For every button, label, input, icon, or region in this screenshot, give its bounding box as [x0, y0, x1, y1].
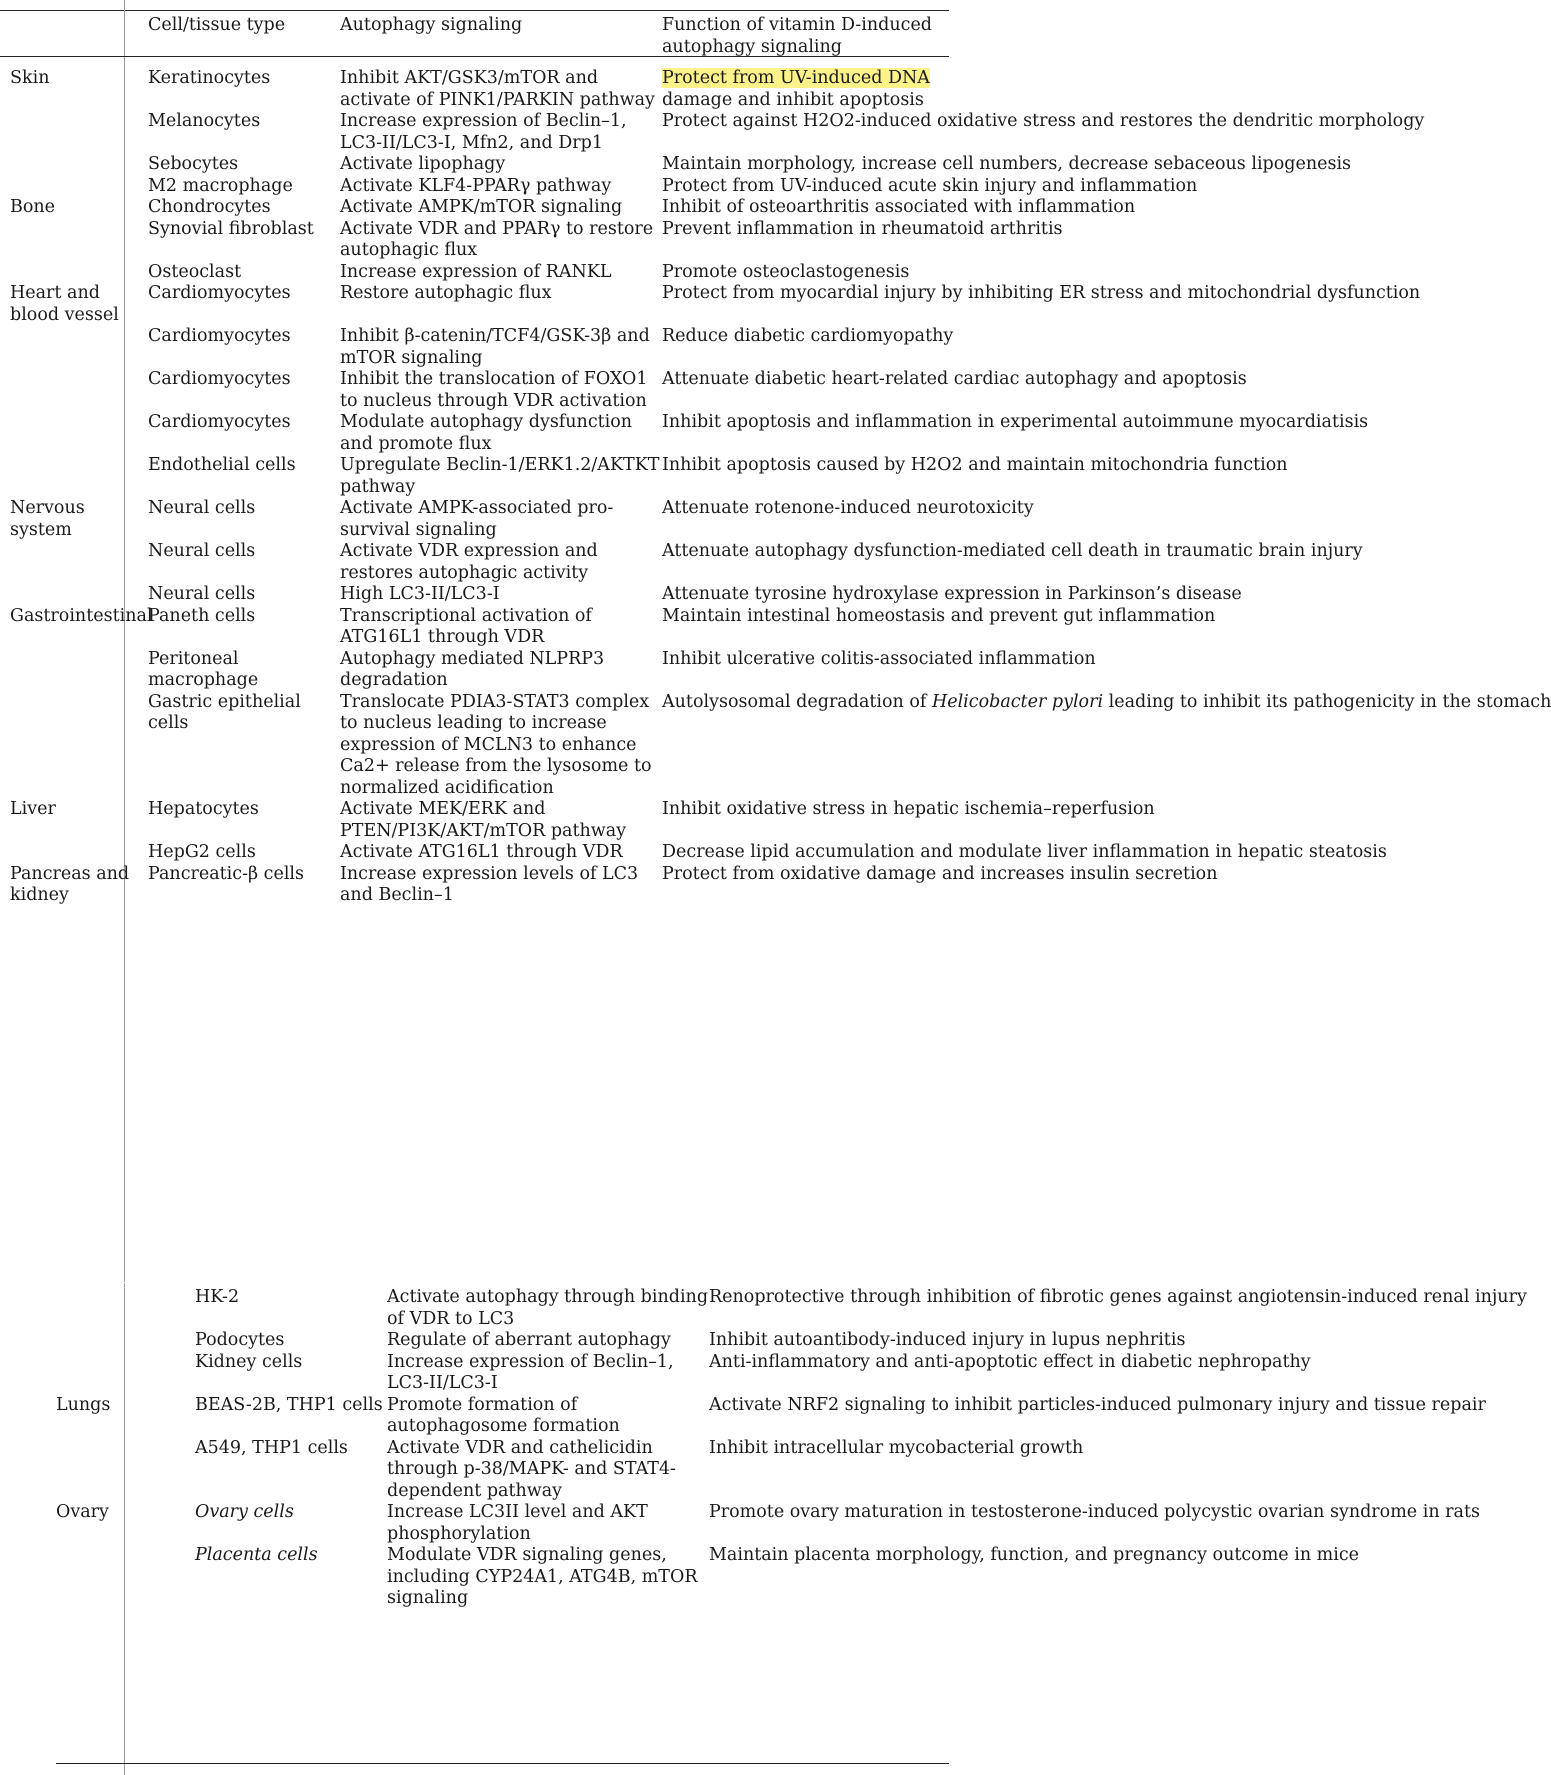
signaling-text: Activate lipophagy: [340, 154, 506, 174]
function-text: Activate NRF2 signaling to inhibit particles-induced pulmonary injury and tissue repair: [709, 1394, 1486, 1415]
table-row: [10, 197, 949, 219]
table-row: [56, 1545, 949, 1610]
table-row: [10, 176, 949, 198]
cell-type: Ovary cells: [195, 1502, 294, 1522]
header-function: Function of vitamin D-induced autophagy signaling: [662, 15, 933, 57]
function-text: Inhibit autoantibody-induced injury in lupus nephritis: [709, 1330, 1186, 1350]
cell-type: Placenta cells: [195, 1545, 318, 1565]
cell-type: Gastric epithelial cells: [148, 691, 301, 733]
cell-type: Neural cells: [148, 584, 256, 604]
cell-type: BEAS-2B, THP1 cells: [195, 1394, 383, 1415]
cell-type: Chondrocytes: [148, 197, 271, 217]
cell-type: Keratinocytes: [148, 68, 271, 88]
function-text: Inhibit ulcerative colitis-associated inflammation: [662, 648, 1096, 669]
signaling-text: Activate ATG16L1 through VDR: [340, 842, 623, 862]
function-text: Maintain placenta morphology, function, and pregnancy outcome in mice: [709, 1545, 1360, 1565]
signaling-text: Activate AMPK-associated pro-survival signaling: [340, 498, 614, 540]
table-row: [10, 219, 949, 262]
table-row: [10, 584, 949, 606]
table-row: [10, 154, 949, 176]
signaling-text: Inhibit β-catenin/TCF4/GSK-3β and mTOR signaling: [340, 326, 650, 368]
function-text: Renoprotective through inhibition of fibrotic genes against angiotensin-induced renal injury: [709, 1287, 1527, 1307]
cell-type: Kidney cells: [195, 1351, 303, 1372]
tissue-label: Ovary: [56, 1502, 109, 1522]
cell-type: Paneth cells: [148, 605, 256, 626]
signaling-text: Modulate autophagy dysfunction and promote flux: [340, 412, 633, 454]
table-row: [10, 692, 949, 800]
function-text: Prevent inflammation in rheumatoid arthritis: [662, 218, 1063, 239]
table-row: [10, 68, 949, 111]
table-row: [56, 1287, 949, 1330]
signaling-text: Upregulate Beclin-1/ERK1.2/AKTKT pathway: [340, 455, 660, 497]
signaling-text: Increase expression of Beclin–1, LC3-II/LC3-I, Mfn2, and Drp1: [340, 111, 627, 153]
cell-type: Cardiomyocytes: [148, 326, 291, 346]
table-row: [10, 412, 949, 455]
signaling-text: Increase expression levels of LC3 and Beclin–1: [340, 863, 639, 905]
cell-type: Neural cells: [148, 498, 256, 518]
signaling-text: Activate MEK/ERK and PTEN/PI3K/AKT/mTOR pathway: [340, 799, 627, 841]
function-text: Protect from UV-induced DNA damage and inhibit apoptosis: [662, 68, 930, 110]
cell-type: A549, THP1 cells: [195, 1437, 348, 1458]
signaling-text: Activate AMPK/mTOR signaling: [340, 197, 623, 217]
tissue-label: Nervous system: [10, 498, 85, 540]
tissue-label: Gastrointestinal: [10, 605, 153, 626]
table-continued: [56, 1287, 1527, 1610]
signaling-text: Inhibit the translocation of FOXO1 to nucleus through VDR activation: [340, 369, 648, 411]
tissue-label: Heart and blood vessel: [10, 283, 119, 325]
cell-type: HK-2: [195, 1287, 240, 1307]
function-text: Attenuate tyrosine hydroxylase expression in Parkinson’s disease: [662, 584, 1242, 604]
table-row: [10, 606, 949, 649]
table-row: [56, 1502, 949, 1545]
table-row: [56, 1395, 949, 1438]
function-text: Promote osteoclastogenesis: [662, 261, 910, 282]
table-row: [56, 1438, 949, 1503]
function-text: Attenuate autophagy dysfunction-mediated cell death in traumatic brain injury: [662, 541, 1363, 561]
cell-type: HepG2 cells: [148, 842, 256, 862]
cell-type: M2 macrophage: [148, 175, 293, 196]
function-text: Attenuate diabetic heart-related cardiac autophagy and apoptosis: [662, 369, 1247, 389]
header-cell-type: Cell/tissue type: [148, 15, 286, 35]
cell-type: Cardiomyocytes: [148, 369, 291, 389]
cell-type: Peritoneal macrophage: [148, 648, 259, 690]
table-row: [10, 864, 949, 907]
function-text: Protect from myocardial injury by inhibiting ER stress and mitochondrial dysfunction: [662, 283, 1421, 303]
signaling-text: Activate VDR expression and restores autophagic activity: [340, 541, 598, 583]
signaling-text: Autophagy mediated NLPRP3 degradation: [340, 648, 605, 690]
function-text: Inhibit oxidative stress in hepatic ischemia–reperfusion: [662, 799, 1155, 819]
table-row: [10, 498, 949, 541]
signaling-text: Transcriptional activation of ATG16L1 through VDR: [340, 605, 592, 647]
table-header-row: [10, 11, 949, 68]
function-text: Inhibit of osteoarthritis associated with inflammation: [662, 197, 1136, 217]
function-text: Maintain intestinal homeostasis and prevent gut inflammation: [662, 605, 1216, 626]
signaling-text: High LC3-II/LC3-I: [340, 584, 500, 604]
table-row: [10, 842, 949, 864]
table-row: [56, 1330, 949, 1352]
cell-type: Pancreatic-β cells: [148, 863, 305, 884]
tissue-label: Pancreas and kidney: [10, 863, 130, 905]
function-text: Inhibit intracellular mycobacterial growth: [709, 1437, 1084, 1458]
signaling-text: Increase LC3II level and AKT phosphorylation: [387, 1502, 648, 1544]
cell-type: Neural cells: [148, 541, 256, 561]
signaling-text: Activate KLF4-PPARγ pathway: [340, 175, 612, 196]
function-text: Promote ovary maturation in testosterone-induced polycystic ovarian syndrome in rats: [709, 1502, 1480, 1522]
table-row: [10, 799, 949, 842]
header-signaling: Autophagy signaling: [340, 15, 523, 35]
tissue-label: Liver: [10, 799, 56, 819]
cell-type: Melanocytes: [148, 111, 261, 131]
signaling-text: Inhibit AKT/GSK3/mTOR and activate of PINK1/PARKIN pathway: [340, 68, 655, 110]
table-row: [56, 1352, 949, 1395]
signaling-text: Promote formation of autophagosome formation: [387, 1394, 620, 1436]
function-text: Protect from oxidative damage and increases insulin secretion: [662, 863, 1218, 884]
table-row: [10, 111, 949, 154]
table-row: [10, 262, 949, 284]
cell-type: Cardiomyocytes: [148, 283, 291, 303]
function-text: Attenuate rotenone-induced neurotoxicity: [662, 498, 1034, 518]
tissue-label: Skin: [10, 68, 50, 88]
table-row: [10, 283, 949, 326]
cell-type: Synovial fibroblast: [148, 218, 314, 239]
function-text: Anti-inflammatory and anti-apoptotic effect in diabetic nephropathy: [709, 1351, 1311, 1372]
tissue-label: Lungs: [56, 1394, 111, 1415]
function-text: Protect from UV-induced acute skin injury and inflammation: [662, 175, 1198, 196]
cell-type: Osteoclast: [148, 261, 242, 282]
page-break-mask: [0, 1282, 949, 1283]
signaling-text: Increase expression of RANKL: [340, 261, 612, 282]
function-text: Protect against H2O2-induced oxidative stress and restores the dendritic morphology: [662, 111, 1425, 131]
cell-type: Sebocytes: [148, 154, 239, 174]
table-row: [10, 369, 949, 412]
signaling-text: Translocate PDIA3-STAT3 complex to nucleus leading to increase expression of MCLN3 to enhance Ca2+ release from the lysosome to normalized acidification: [340, 691, 652, 798]
table-row: [10, 649, 949, 692]
cell-type: Endothelial cells: [148, 455, 296, 475]
table-row: [10, 326, 949, 369]
cell-type: Hepatocytes: [148, 799, 259, 819]
table-row: [10, 455, 949, 498]
signaling-text: Regulate of aberrant autophagy: [387, 1330, 671, 1350]
signaling-text: Increase expression of Beclin–1, LC3-II/LC3-I: [387, 1351, 674, 1393]
signaling-text: Activate VDR and PPARγ to restore autophagic flux: [340, 218, 654, 260]
signaling-text: Activate autophagy through binding of VDR to LC3: [387, 1287, 709, 1329]
function-text: Autolysosomal degradation of Helicobacter pylori leading to inhibit its pathogenicity in the stomach: [662, 691, 1551, 712]
signaling-text: Modulate VDR signaling genes, including CYP24A1, ATG4B, mTOR signaling: [387, 1545, 698, 1608]
cell-type: Cardiomyocytes: [148, 412, 291, 432]
function-text: Reduce diabetic cardiomyopathy: [662, 326, 954, 346]
function-text: Inhibit apoptosis caused by H2O2 and maintain mitochondria function: [662, 455, 1288, 475]
signaling-text: Restore autophagic flux: [340, 283, 552, 303]
table-main: [10, 11, 1551, 907]
signaling-text: Activate VDR and cathelicidin through p-38/MAPK- and STAT4-dependent pathway: [387, 1437, 676, 1501]
cell-type: Podocytes: [195, 1330, 285, 1350]
tissue-label: Bone: [10, 197, 56, 217]
function-text: Decrease lipid accumulation and modulate liver inflammation in hepatic steatosis: [662, 842, 1387, 862]
bottom-rule: [56, 1763, 949, 1764]
function-text: Inhibit apoptosis and inflammation in experimental autoimmune myocardiatisis: [662, 412, 1369, 432]
highlighted-text: Protect from UV-induced DNA: [662, 68, 930, 88]
function-text: Maintain morphology, increase cell numbers, decrease sebaceous lipogenesis: [662, 154, 1352, 174]
table-row: [10, 541, 949, 584]
